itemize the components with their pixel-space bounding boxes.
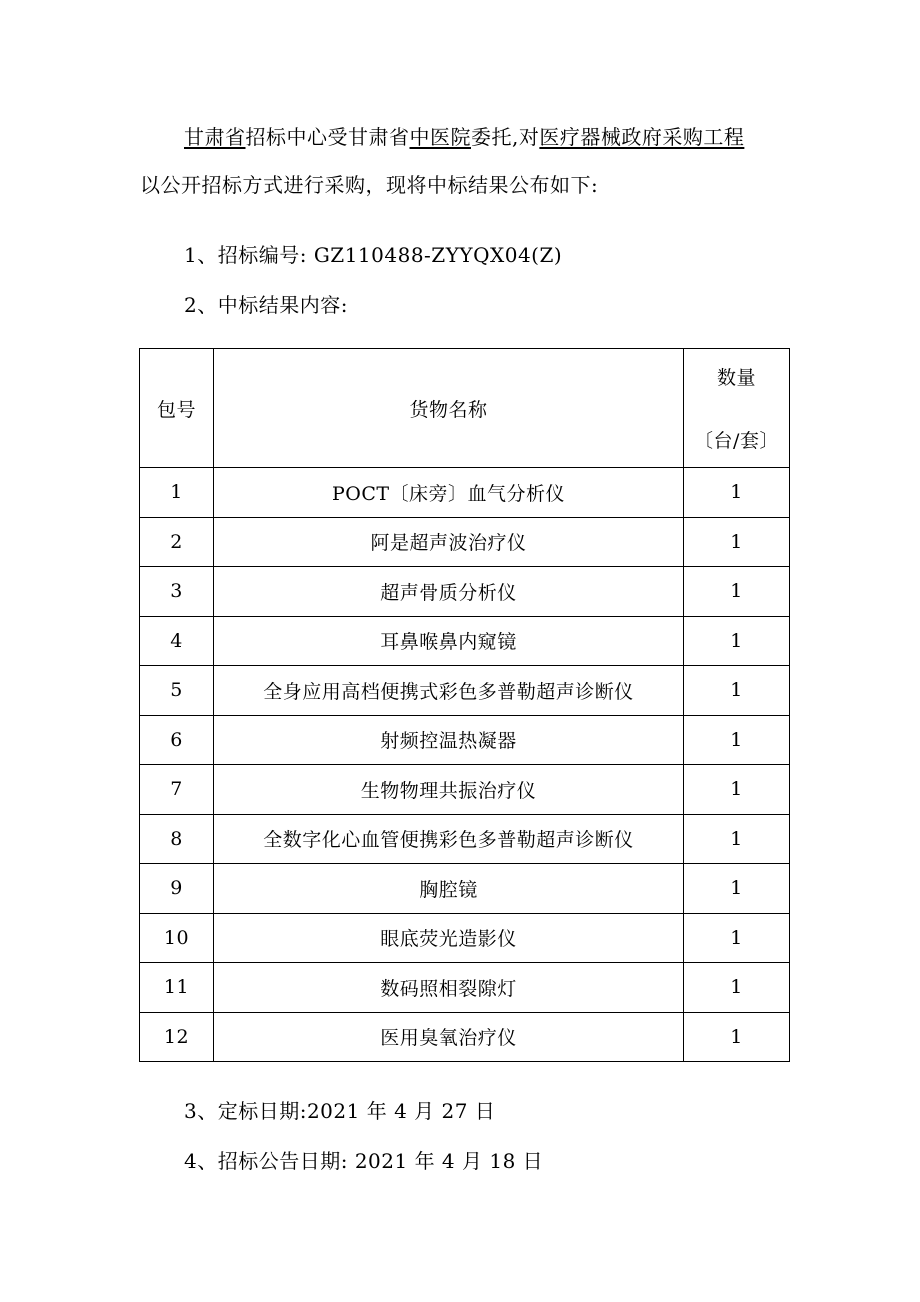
cell-goods-name: 全数字化心血管便携彩色多普勒超声诊断仪 <box>214 814 684 864</box>
award-date: 3、定标日期:2021 年 4 月 27 日 <box>184 1099 496 1123</box>
cell-package-no: 2 <box>140 517 214 567</box>
intro-segment-project: 医疗器械政府采购工程 <box>539 125 745 149</box>
cell-quantity: 1 <box>684 567 790 617</box>
table-row <box>140 864 790 914</box>
table-header-row <box>140 349 790 468</box>
cell-goods-name: POCT〔床旁〕血气分析仪 <box>214 468 684 518</box>
cell-package-no: 1 <box>140 468 214 518</box>
cell-goods-name: 胸腔镜 <box>214 864 684 914</box>
cell-goods-name: 生物物理共振治疗仪 <box>214 765 684 815</box>
table-row <box>140 616 790 666</box>
cell-package-no: 7 <box>140 765 214 815</box>
cell-quantity: 1 <box>684 864 790 914</box>
cell-goods-name: 耳鼻喉鼻内窥镜 <box>214 616 684 666</box>
header-quantity <box>684 349 790 468</box>
cell-quantity: 1 <box>684 913 790 963</box>
table-row <box>140 1012 790 1062</box>
intro-line-1 <box>184 123 744 151</box>
tender-number: 1、招标编号: GZ110488-ZYYQX04(Z) <box>184 243 563 267</box>
intro-segment-procurement-center: 甘肃省 <box>184 125 246 149</box>
table-row <box>140 814 790 864</box>
cell-quantity: 1 <box>684 616 790 666</box>
header-goods-name: 货物名称 <box>214 349 684 468</box>
cell-package-no: 11 <box>140 963 214 1013</box>
cell-quantity: 1 <box>684 963 790 1013</box>
cell-quantity: 1 <box>684 715 790 765</box>
intro-segment-hospital: 中医院 <box>409 125 471 149</box>
cell-goods-name: 全身应用高档便携式彩色多普勒超声诊断仪 <box>214 666 684 716</box>
cell-goods-name: 医用臭氧治疗仪 <box>214 1012 684 1062</box>
cell-goods-name: 数码照相裂隙灯 <box>214 963 684 1013</box>
header-quantity-label: 数量 <box>716 367 756 389</box>
table-row <box>140 913 790 963</box>
cell-quantity: 1 <box>684 517 790 567</box>
cell-quantity: 1 <box>684 1012 790 1062</box>
table-row <box>140 666 790 716</box>
intro-segment-1: 招标中心受甘肃省 <box>245 125 410 149</box>
cell-quantity: 1 <box>684 814 790 864</box>
intro-segment-2: 委托,对 <box>471 125 540 149</box>
table-row <box>140 468 790 518</box>
award-result-table <box>139 348 790 1062</box>
cell-package-no: 10 <box>140 913 214 963</box>
cell-goods-name: 眼底荧光造影仪 <box>214 913 684 963</box>
cell-package-no: 3 <box>140 567 214 617</box>
intro-line-2: 以公开招标方式进行采购，现将中标结果公布如下: <box>140 173 599 197</box>
cell-goods-name: 阿是超声波治疗仪 <box>214 517 684 567</box>
table-row <box>140 765 790 815</box>
table-body <box>140 468 790 1062</box>
cell-quantity: 1 <box>684 765 790 815</box>
cell-package-no: 4 <box>140 616 214 666</box>
table-row <box>140 567 790 617</box>
cell-package-no: 6 <box>140 715 214 765</box>
cell-package-no: 8 <box>140 814 214 864</box>
cell-quantity: 1 <box>684 468 790 518</box>
notice-date: 4、招标公告日期: 2021 年 4 月 18 日 <box>184 1149 544 1173</box>
cell-package-no: 9 <box>140 864 214 914</box>
cell-goods-name: 射频控温热凝器 <box>214 715 684 765</box>
header-package-no: 包号 <box>140 349 214 468</box>
cell-quantity: 1 <box>684 666 790 716</box>
table-row <box>140 963 790 1013</box>
table-row <box>140 517 790 567</box>
cell-package-no: 12 <box>140 1012 214 1062</box>
header-quantity-unit: 〔台/套〕 <box>694 430 779 452</box>
cell-goods-name: 超声骨质分析仪 <box>214 567 684 617</box>
result-heading: 2、中标结果内容: <box>184 293 348 317</box>
table-row <box>140 715 790 765</box>
cell-package-no: 5 <box>140 666 214 716</box>
